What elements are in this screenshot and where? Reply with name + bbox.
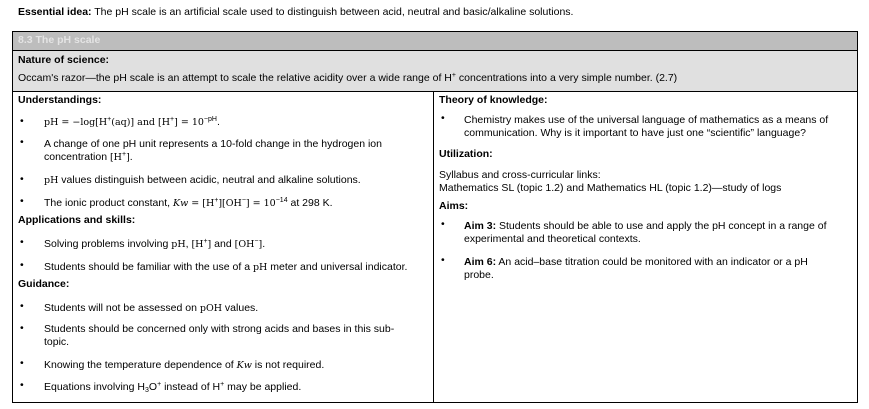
understanding-item-2 <box>44 138 424 164</box>
aim-3-line1 <box>464 220 854 233</box>
g1-end: values. <box>222 302 259 314</box>
a2-end: meter and universal indicator. <box>267 261 408 273</box>
guidance-item-3 <box>44 359 324 372</box>
a1-sup2: − <box>254 238 259 245</box>
a1-and: and <box>211 238 235 250</box>
syllabus-table <box>12 31 858 403</box>
g4-text2: instead of H <box>161 381 221 393</box>
bullet-icon: • <box>20 195 24 207</box>
g4-sub: 3 <box>144 387 149 394</box>
utilization-text <box>439 169 849 195</box>
u1-eq2: ] = 10 <box>174 117 204 128</box>
guidance-heading: Guidance: <box>18 278 70 290</box>
tok-item <box>464 114 854 140</box>
application-item-2 <box>44 261 407 274</box>
bullet-icon: • <box>20 322 24 334</box>
tok-line1: Chemistry makes use of the universal language of mathematics as a means of <box>464 114 829 126</box>
nature-of-science-heading: Nature of science: <box>18 54 110 66</box>
u2-math: [H <box>109 152 122 163</box>
bullet-icon: • <box>20 136 24 148</box>
essential-idea-text: The pH scale is an artificial scale used to distinguish between acid, neutral and basic/alkaline solutions. <box>91 6 574 18</box>
g3-m: Kw <box>236 360 252 371</box>
utilization-line1: Syllabus and cross-curricular links: <box>439 169 601 181</box>
a1-sep: , <box>185 238 192 250</box>
a1-m3: [OH <box>234 239 255 250</box>
g2-line2: topic. <box>44 336 70 348</box>
u1-mid: (aq)] and [H <box>111 117 171 128</box>
u1-ph: pH <box>44 117 59 128</box>
g3-end: is not required. <box>251 359 325 371</box>
g1-m: pOH <box>199 303 223 314</box>
bullet-icon: • <box>20 259 24 271</box>
utilization-heading: Utilization: <box>439 148 493 160</box>
bullet-icon: • <box>20 236 24 248</box>
aim-3-line2: experimental and theoretical contexts. <box>464 233 641 245</box>
g4-sup2: + <box>220 381 225 388</box>
nos-sup: + <box>451 72 456 79</box>
bullet-icon: • <box>20 300 24 312</box>
u1-sup1: + <box>107 116 112 123</box>
aim-3-item <box>464 220 854 246</box>
aim-6-line2: probe. <box>464 269 494 281</box>
aim-3-text1: Students should be able to use and apply the pH concept in a range of <box>496 220 827 232</box>
g4-text: Equations involving H <box>44 381 145 393</box>
aim-6-text1: An acid–base titration could be monitored with an indicator or a pH <box>496 256 808 268</box>
application-item-1 <box>44 238 265 251</box>
guidance-item-4 <box>44 381 301 394</box>
understanding-item-4 <box>44 197 333 210</box>
u4-end: at 298 K. <box>287 197 333 209</box>
aim-6-line1 <box>464 256 854 269</box>
u2-end: . <box>129 151 133 163</box>
u2-sup: + <box>121 151 127 158</box>
u4-kw: Kw <box>173 198 189 209</box>
tok-line2: communication. Why is it important to have just one “scientific” language? <box>464 127 806 139</box>
g4-end: may be applied. <box>224 381 302 393</box>
a1-m2: [H <box>191 239 204 250</box>
bullet-icon: • <box>20 173 24 185</box>
u3-text: values distinguish between acidic, neutral and alkaline solutions. <box>58 174 361 186</box>
a1-sup1: + <box>203 238 208 245</box>
u4-sup3: −14 <box>275 197 288 204</box>
g2-line1: Students should be concerned only with strong acids and bases in this sub- <box>44 323 395 335</box>
bullet-icon: • <box>20 357 24 369</box>
aim-6-label: Aim 6: <box>464 256 497 268</box>
essential-idea-label: Essential idea: <box>18 6 92 18</box>
a1-m2c: ] <box>207 239 212 250</box>
g4-sup: + <box>157 381 162 388</box>
u1-eq1: = −log[H <box>58 117 108 128</box>
a1-text: Solving problems involving <box>44 238 172 250</box>
topic-header <box>13 32 857 51</box>
column-divider <box>433 92 434 402</box>
understandings-heading: Understandings: <box>18 94 102 106</box>
u2-line2a: concentration <box>44 151 110 163</box>
guidance-item-2 <box>44 323 424 349</box>
nos-text-b: concentrations into a very simple number. (2.7) <box>455 72 678 84</box>
a1-m3c: ] <box>258 239 263 250</box>
understanding-item-1 <box>44 116 220 129</box>
bullet-icon: • <box>20 379 24 391</box>
u4-mid: ][OH <box>218 198 242 209</box>
u2-line2 <box>44 151 424 164</box>
g1-text: Students will not be assessed on <box>44 302 200 314</box>
nature-of-science-section <box>13 51 857 92</box>
u2-close: ] <box>126 152 130 163</box>
aims-heading: Aims: <box>439 200 469 212</box>
u4-sup1: + <box>214 197 219 204</box>
u4-text: The ionic product constant, <box>44 197 173 209</box>
u4-eq: = [H <box>188 198 215 209</box>
bullet-icon: • <box>441 254 445 266</box>
u4-sup2: − <box>241 197 246 204</box>
u1-sup3: −pH <box>203 116 217 123</box>
bullet-icon: • <box>441 112 445 124</box>
utilization-line2: Mathematics SL (topic 1.2) and Mathematics HL (topic 1.2)—study of logs <box>439 182 782 194</box>
guidance-item-1 <box>44 302 258 315</box>
g3-text: Knowing the temperature dependence of <box>44 359 237 371</box>
a1-m1: pH <box>171 239 186 250</box>
nos-text-a: Occam's razor—the pH scale is an attempt to scale the relative acidity over a wide range of H <box>18 72 452 84</box>
aim-6-item <box>464 256 854 282</box>
understanding-item-3 <box>44 174 361 187</box>
essential-idea <box>18 5 858 19</box>
g4-mid: O <box>148 381 158 393</box>
u1-sup2: + <box>170 116 175 123</box>
applications-heading: Applications and skills: <box>18 214 136 226</box>
nature-of-science-text <box>18 72 677 84</box>
u1-end: . <box>216 116 220 128</box>
topic-title: 8.3 The pH scale <box>18 34 101 46</box>
a2-m: pH <box>252 262 268 273</box>
tok-heading: Theory of knowledge: <box>439 94 548 106</box>
a2-text: Students should be familiar with the use of a <box>44 261 253 273</box>
u2-line1: A change of one pH unit represents a 10-fold change in the hydrogen ion <box>44 138 382 150</box>
bullet-icon: • <box>441 218 445 230</box>
aim-3-label: Aim 3: <box>464 220 497 232</box>
u4-close: ] = 10 <box>245 198 276 209</box>
u3-math: pH <box>44 175 59 186</box>
a1-end: . <box>262 238 266 250</box>
bullet-icon: • <box>20 115 24 127</box>
